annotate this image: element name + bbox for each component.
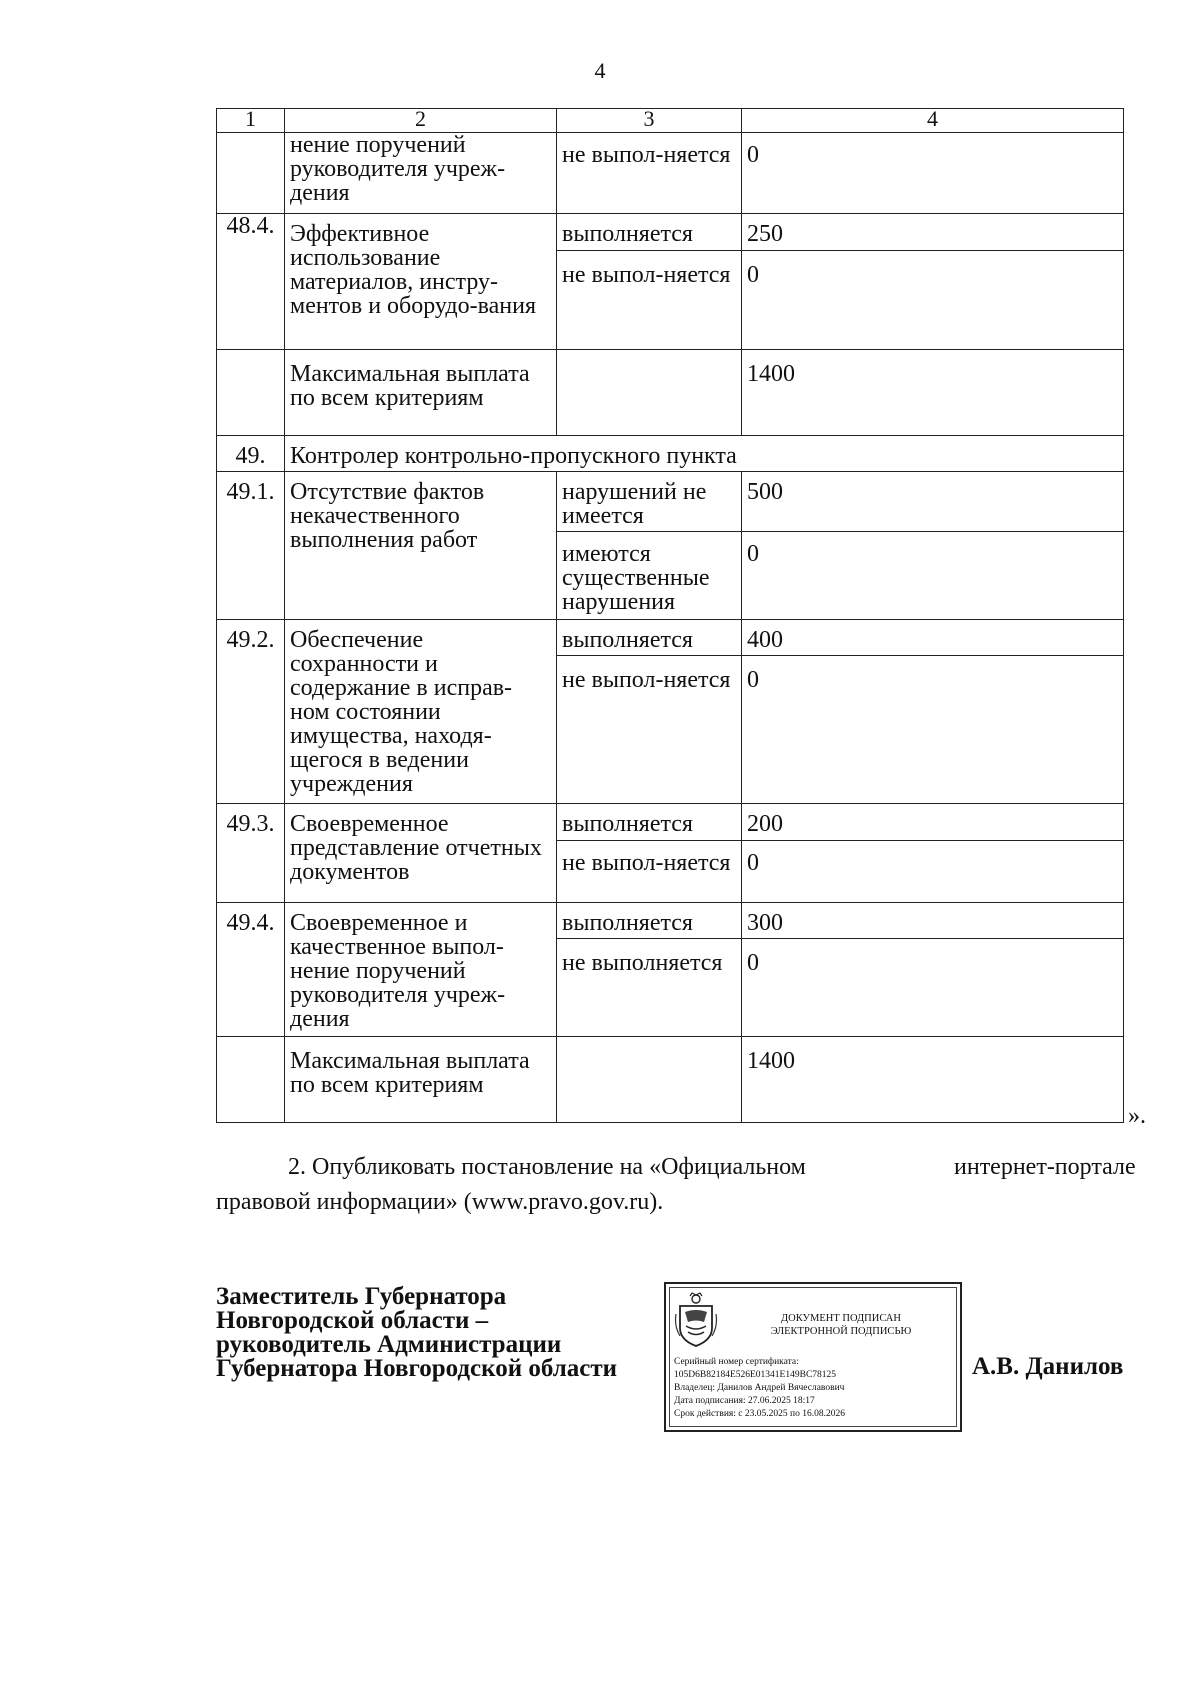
- row-number: 49.4.: [217, 903, 285, 1037]
- value-cell: 1400: [742, 1037, 1124, 1123]
- criterion-cell: Обеспечение сохранности и содержание в исправ-ном состоянии имущества, находя-щегося в ведении учреждения: [285, 620, 557, 804]
- condition-cell: выполняется: [557, 214, 742, 251]
- header-col-1: 1: [217, 109, 285, 133]
- table-row: [217, 804, 1124, 841]
- paragraph-publish-continuation: правовой информации» (www.pravo.gov.ru).: [216, 1189, 664, 1215]
- stamp-signed-date: Дата подписания: 27.06.2025 18:17: [674, 1396, 815, 1406]
- condition-cell: выполняется: [557, 903, 742, 939]
- criterion-cell: Максимальная выплата по всем критериям: [285, 1037, 557, 1123]
- stamp-details: [674, 1356, 956, 1421]
- value-cell: 0: [742, 133, 1124, 214]
- value-cell: 0: [742, 939, 1124, 1037]
- section-title: Контролер контрольно-пропускного пункта: [285, 436, 1124, 472]
- row-number: [217, 133, 285, 214]
- condition-cell: выполняется: [557, 804, 742, 841]
- criterion-cell: Отсутствие фактов некачественного выполнения работ: [285, 472, 557, 620]
- value-cell: 400: [742, 620, 1124, 656]
- position-line: Новгородской области –: [216, 1307, 489, 1334]
- condition-cell: не выполняется: [557, 939, 742, 1037]
- value-cell: 0: [742, 841, 1124, 903]
- value-cell: 1400: [742, 350, 1124, 436]
- condition-cell: нарушений не имеется: [557, 472, 742, 532]
- electronic-signature-stamp: [664, 1282, 962, 1432]
- section-row: [217, 436, 1124, 472]
- stamp-validity: Срок действия: с 23.05.2025 по 16.08.2026: [674, 1409, 845, 1419]
- criterion-cell: Своевременное и качественное выпол-нение поручений руководителя учреж-дения: [285, 903, 557, 1037]
- condition-cell: выполняется: [557, 620, 742, 656]
- stamp-serial: 105D6B82184E526E01341E149BC78125: [674, 1370, 837, 1380]
- page-number: 4: [594, 58, 606, 83]
- table-row: [217, 133, 1124, 214]
- condition-cell: не выпол-няется: [557, 656, 742, 804]
- criterion-cell: Своевременное представление отчетных документов: [285, 804, 557, 903]
- coat-of-arms-icon: [674, 1292, 718, 1348]
- value-cell: 0: [742, 532, 1124, 620]
- paragraph-publish: [216, 1150, 1176, 1184]
- position-line: Губернатора Новгородской области: [216, 1355, 618, 1382]
- table-row: [217, 350, 1124, 436]
- stamp-owner: Владелец: Данилов Андрей Вячеславович: [674, 1383, 845, 1393]
- condition-cell: [557, 350, 742, 436]
- stamp-title-line: ЭЛЕКТРОННОЙ ПОДПИСЬЮ: [770, 1326, 912, 1337]
- table-row: [217, 620, 1124, 656]
- value-cell: 0: [742, 251, 1124, 350]
- position-line: Заместитель Губернатора: [216, 1283, 507, 1310]
- header-col-3: 3: [557, 109, 742, 133]
- criterion-cell: Эффективное использование материалов, инстру-ментов и оборудо-вания: [285, 214, 557, 350]
- criteria-table-body: [217, 106, 1124, 1123]
- row-number: 49.3.: [217, 804, 285, 903]
- signatory-position: [216, 1285, 666, 1381]
- paragraph-publish-part2: интернет-портале: [954, 1154, 1136, 1180]
- criterion-cell: Максимальная выплата по всем критериям: [285, 350, 557, 436]
- table-header-row: [217, 109, 1124, 133]
- row-number: 49.: [217, 436, 285, 472]
- row-number: [217, 1037, 285, 1123]
- value-cell: 500: [742, 472, 1124, 532]
- value-cell: 0: [742, 656, 1124, 804]
- paragraph-publish-part1: 2. Опубликовать постановление на «Официальном: [288, 1154, 806, 1180]
- condition-cell: [557, 1037, 742, 1123]
- value-cell: 250: [742, 214, 1124, 251]
- header-col-4: 4: [742, 109, 1124, 133]
- table-row: [217, 903, 1124, 939]
- row-number: 48.4.: [217, 214, 285, 350]
- condition-cell: имеются существенные нарушения: [557, 532, 742, 620]
- criteria-table: [216, 108, 1124, 1123]
- header-col-2: 2: [285, 109, 557, 133]
- stamp-title: [726, 1312, 956, 1338]
- closing-quote: ».: [1128, 1103, 1146, 1129]
- table-row: [217, 1037, 1124, 1123]
- row-number: 49.1.: [217, 472, 285, 620]
- row-number: [217, 350, 285, 436]
- condition-cell: не выпол-няется: [557, 133, 742, 214]
- stamp-serial-label: Серийный номер сертификата:: [674, 1357, 799, 1367]
- stamp-title-line: ДОКУМЕНТ ПОДПИСАН: [781, 1313, 901, 1324]
- position-line: руководитель Администрации: [216, 1331, 562, 1358]
- row-number: 49.2.: [217, 620, 285, 804]
- value-cell: 200: [742, 804, 1124, 841]
- table-row: [217, 214, 1124, 251]
- signatory-name: А.В. Данилов: [972, 1353, 1124, 1380]
- condition-cell: не выпол-няется: [557, 841, 742, 903]
- value-cell: 300: [742, 903, 1124, 939]
- criterion-cell: нение поручений руководителя учреж-дения: [285, 133, 557, 214]
- table-row: [217, 472, 1124, 532]
- condition-cell: не выпол-няется: [557, 251, 742, 350]
